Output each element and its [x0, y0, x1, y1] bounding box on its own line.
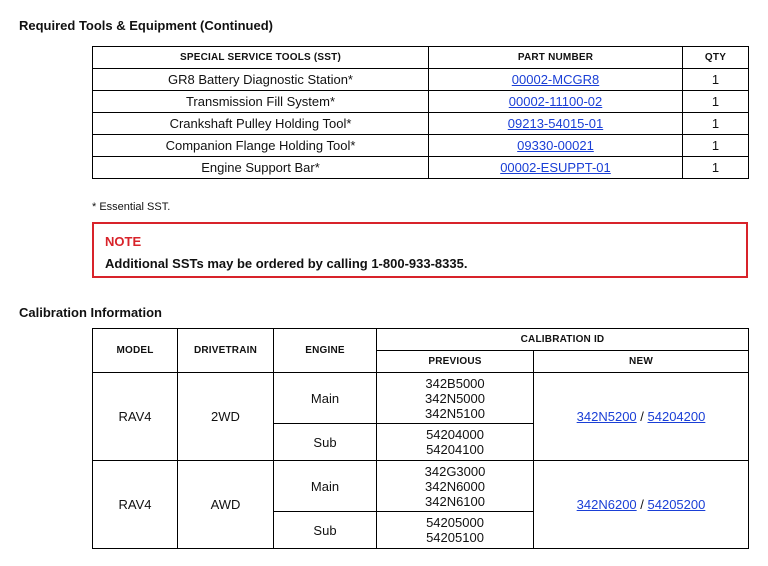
cal-new: [534, 373, 749, 461]
sst-part-cell: [429, 157, 683, 179]
cal-header-drivetrain: DRIVETRAIN: [178, 329, 274, 373]
part-number-link[interactable]: 00002-11100-02: [508, 94, 603, 109]
cal-previous-sub: [377, 512, 534, 549]
sst-part-cell: [429, 91, 683, 113]
previous-id: 54205000: [426, 515, 484, 530]
cal-previous-main: [377, 373, 534, 424]
sst-tool-name: Engine Support Bar*: [93, 157, 429, 179]
new-calibration-link[interactable]: 54205200: [647, 497, 706, 512]
sst-header-qty: QTY: [683, 47, 749, 69]
sst-tool-name: Transmission Fill System*: [93, 91, 429, 113]
previous-id: 342N6000: [425, 478, 485, 494]
part-number-link[interactable]: 09330-00021: [517, 138, 594, 153]
cal-header-model: MODEL: [93, 329, 178, 373]
previous-id: 54204100: [426, 442, 484, 457]
note-label: NOTE: [105, 234, 142, 249]
table-row: [93, 91, 749, 113]
table-row: [93, 113, 749, 135]
calibration-table: [92, 328, 749, 549]
note-text: Additional SSTs may be ordered by calling 1-800-933-8335.: [105, 256, 468, 271]
sst-header-part: PART NUMBER: [429, 47, 683, 69]
sst-tool-name: Companion Flange Holding Tool*: [93, 135, 429, 157]
cal-header-engine: ENGINE: [274, 329, 377, 373]
cal-header-row: [93, 329, 749, 351]
sst-tool-name: Crankshaft Pulley Holding Tool*: [93, 113, 429, 135]
previous-id: 342N5000: [425, 390, 485, 406]
sst-qty: 1: [683, 113, 749, 135]
sst-header-tool: SPECIAL SERVICE TOOLS (SST): [93, 47, 429, 69]
new-calibration-link[interactable]: 342N6200: [576, 497, 637, 512]
sst-qty: 1: [683, 157, 749, 179]
new-separator: /: [636, 409, 648, 424]
previous-id: 54205100: [426, 530, 484, 545]
cal-engine-main: Main: [274, 461, 377, 512]
sst-part-cell: [429, 69, 683, 91]
cal-engine-main: Main: [274, 373, 377, 424]
previous-id: 342N6100: [425, 493, 485, 509]
essential-sst-footnote: * Essential SST.: [92, 201, 171, 213]
calibration-title: Calibration Information: [19, 305, 162, 320]
sst-header-row: [93, 47, 749, 69]
cal-header-new: NEW: [534, 351, 749, 373]
new-calibration-link[interactable]: 54204200: [647, 409, 706, 424]
part-number-link[interactable]: 09213-54015-01: [507, 116, 604, 131]
cal-model: RAV4: [93, 461, 178, 549]
cal-previous-main: [377, 461, 534, 512]
sst-part-cell: [429, 135, 683, 157]
sst-qty: 1: [683, 69, 749, 91]
cal-header-calibration-id: CALIBRATION ID: [377, 329, 749, 351]
cal-model: RAV4: [93, 373, 178, 461]
table-row: [93, 461, 749, 512]
sst-qty: 1: [683, 135, 749, 157]
previous-id: 54204000: [426, 427, 484, 442]
cal-drivetrain: 2WD: [178, 373, 274, 461]
table-row: [93, 373, 749, 424]
cal-engine-sub: Sub: [274, 512, 377, 549]
cal-engine-sub: Sub: [274, 424, 377, 461]
new-separator: /: [636, 497, 648, 512]
table-row: [93, 69, 749, 91]
previous-id: 342B5000: [425, 375, 485, 391]
sst-tool-name: GR8 Battery Diagnostic Station*: [93, 69, 429, 91]
cal-header-previous: PREVIOUS: [377, 351, 534, 373]
note-box: [92, 222, 748, 278]
sst-table: [92, 46, 749, 179]
cal-previous-sub: [377, 424, 534, 461]
part-number-link[interactable]: 00002-MCGR8: [511, 72, 600, 87]
part-number-link[interactable]: 00002-ESUPPT-01: [500, 160, 611, 175]
cal-new: [534, 461, 749, 549]
table-row: [93, 157, 749, 179]
previous-id: 342G3000: [424, 463, 486, 479]
sst-qty: 1: [683, 91, 749, 113]
sst-part-cell: [429, 113, 683, 135]
required-tools-title: Required Tools & Equipment (Continued): [19, 18, 273, 33]
previous-id: 342N5100: [425, 405, 485, 421]
table-row: [93, 135, 749, 157]
new-calibration-link[interactable]: 342N5200: [576, 409, 637, 424]
cal-drivetrain: AWD: [178, 461, 274, 549]
